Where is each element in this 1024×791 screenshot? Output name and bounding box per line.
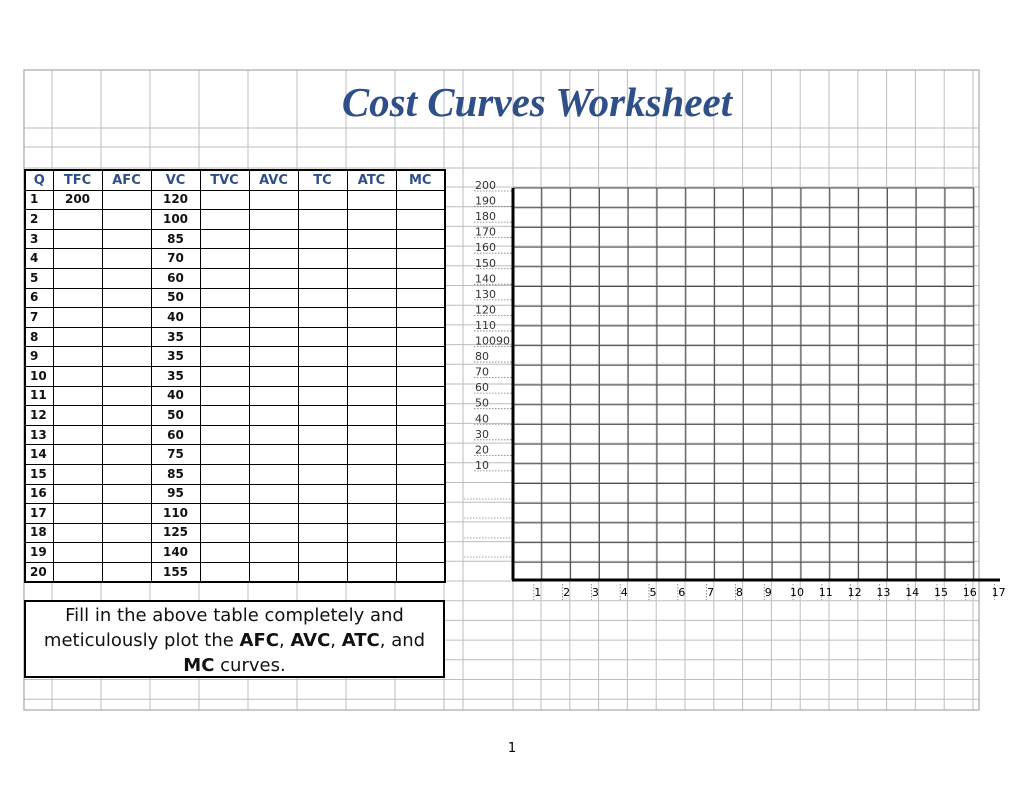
header-q: Q: [25, 170, 53, 190]
cell-vc[interactable]: 35: [151, 347, 200, 367]
cell-q[interactable]: 12: [25, 406, 53, 426]
x-axis-label: 14: [905, 586, 920, 599]
cell-q[interactable]: 17: [25, 504, 53, 524]
y-axis-label: 10: [475, 458, 489, 472]
cell-q[interactable]: 14: [25, 445, 53, 465]
y-axis-label: 40: [475, 412, 489, 426]
y-axis-label: 120: [475, 303, 496, 317]
cell-q[interactable]: 4: [25, 249, 53, 269]
y-axis-label: 200: [475, 179, 496, 192]
cell-vc[interactable]: 85: [151, 464, 200, 484]
x-axis-label: 8: [735, 586, 743, 599]
y-axis-label: 160: [475, 241, 496, 255]
instruction-line-1: Fill in the above table completely and: [65, 605, 404, 626]
y-axis-label: 10090: [475, 334, 510, 348]
x-axis-label: 9: [764, 586, 772, 599]
y-axis-label: 170: [475, 225, 496, 239]
cell-tfc[interactable]: 200: [53, 190, 102, 210]
y-axis-label: 110: [475, 318, 496, 332]
y-axis-label: 60: [475, 381, 489, 395]
x-axis-label: 12: [847, 586, 862, 599]
cell-q[interactable]: 1: [25, 190, 53, 210]
x-axis-label: 7: [707, 586, 715, 599]
cell-vc[interactable]: 110: [151, 504, 200, 524]
cell-vc[interactable]: 50: [151, 406, 200, 426]
cell-vc[interactable]: 40: [151, 386, 200, 406]
y-axis-label: 150: [475, 256, 496, 270]
cell-vc[interactable]: 35: [151, 366, 200, 386]
y-axis-label: 50: [475, 396, 489, 410]
cell-q[interactable]: 18: [25, 523, 53, 543]
x-axis-label: 1: [534, 586, 542, 599]
cell-vc[interactable]: 155: [151, 562, 200, 582]
cell-q[interactable]: 7: [25, 308, 53, 328]
cell-vc[interactable]: 125: [151, 523, 200, 543]
cell-q[interactable]: 3: [25, 229, 53, 249]
cell-vc[interactable]: 95: [151, 484, 200, 504]
header-afc: AFC: [102, 170, 151, 190]
cell-q[interactable]: 19: [25, 543, 53, 563]
y-axis-label: 130: [475, 287, 496, 301]
cell-q[interactable]: 11: [25, 386, 53, 406]
x-axis-label: 4: [620, 586, 628, 599]
header-vc: VC: [151, 170, 200, 190]
cell-q[interactable]: 15: [25, 464, 53, 484]
x-axis-label: 3: [591, 586, 599, 599]
header-atc: ATC: [347, 170, 396, 190]
x-axis-label: 2: [563, 586, 571, 599]
header-tfc: TFC: [53, 170, 102, 190]
term-afc: AFC: [239, 630, 279, 651]
cell-vc[interactable]: 50: [151, 288, 200, 308]
cell-q[interactable]: 13: [25, 425, 53, 445]
page-number: 1: [507, 741, 517, 756]
x-axis-label: 15: [934, 586, 948, 599]
x-axis-label: 11: [818, 586, 833, 599]
cell-vc[interactable]: 60: [151, 425, 200, 445]
x-axis-label: 10: [790, 586, 804, 599]
term-atc: ATC: [341, 630, 380, 651]
cell-q[interactable]: 8: [25, 327, 53, 347]
x-axis-label: 6: [678, 586, 686, 599]
y-axis-label: 180: [475, 210, 496, 224]
y-axis-label: 80: [475, 350, 489, 364]
x-axis-label: 17: [991, 586, 1006, 599]
cell-q[interactable]: 6: [25, 288, 53, 308]
cell-q[interactable]: 5: [25, 268, 53, 288]
cell-q[interactable]: 9: [25, 347, 53, 367]
x-axis-label: 5: [649, 586, 657, 599]
cell-vc[interactable]: 75: [151, 445, 200, 465]
cell-vc[interactable]: 40: [151, 308, 200, 328]
term-avc: AVC: [290, 630, 331, 651]
x-axis-label: 13: [876, 586, 891, 599]
cell-q[interactable]: 10: [25, 366, 53, 386]
y-axis-label: 70: [475, 365, 489, 379]
cell-vc[interactable]: 120: [151, 190, 200, 210]
cell-q[interactable]: 20: [25, 562, 53, 582]
cell-vc[interactable]: 85: [151, 229, 200, 249]
term-mc: MC: [183, 655, 215, 676]
x-axis-label: 16: [962, 586, 977, 599]
cell-vc[interactable]: 140: [151, 543, 200, 563]
header-avc: AVC: [249, 170, 298, 190]
y-axis-label: 20: [475, 443, 489, 457]
header-tvc: TVC: [200, 170, 249, 190]
cell-q[interactable]: 16: [25, 484, 53, 504]
instruction-line-3: MC curves.: [183, 655, 286, 676]
y-axis-label: 190: [475, 194, 496, 208]
cell-vc[interactable]: 35: [151, 327, 200, 347]
header-mc: MC: [396, 170, 445, 190]
cell-vc[interactable]: 60: [151, 268, 200, 288]
cell-q[interactable]: 2: [25, 210, 53, 230]
y-axis-label: 30: [475, 427, 489, 441]
header-tc: TC: [298, 170, 347, 190]
instruction-line-2: meticulously plot the AFC, AVC, ATC, and: [43, 630, 426, 651]
y-axis-label: 140: [475, 272, 496, 286]
page-title: Cost Curves Worksheet: [341, 79, 733, 125]
cell-vc[interactable]: 100: [151, 210, 200, 230]
cell-vc[interactable]: 70: [151, 249, 200, 269]
